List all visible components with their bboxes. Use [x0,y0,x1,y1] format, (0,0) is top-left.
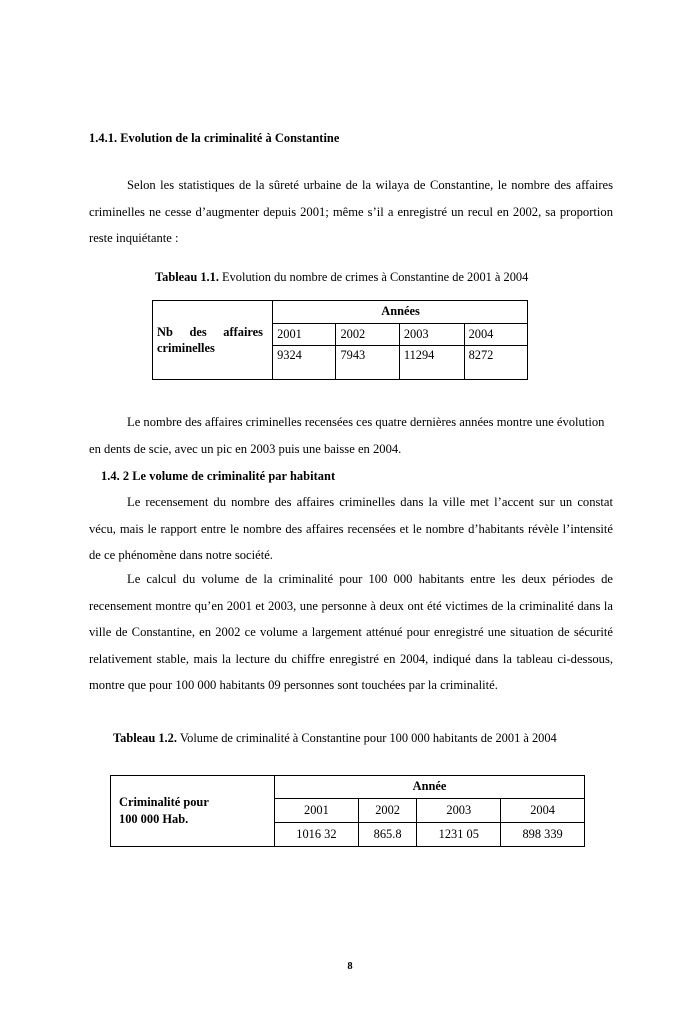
table-crimes-group-header: Années [273,301,528,324]
table-crimes-year-2001: 2001 [273,324,336,346]
table-volume-year-2002: 2002 [358,799,417,823]
paragraph-intro-text: Selon les statistiques de la sûreté urbaine de la wilaya de Constantine, le nombre des affaires criminelles ne cesse d’augmenter depuis 2001; même s’il a enregistré un recul en 2002, sa proportion reste inquiétante : [89,178,613,245]
table-crimes-value-2001: 9324 [273,346,336,380]
heading-1-4-2 [101,469,335,484]
paragraph-recensement [89,489,613,569]
paragraph-intro [89,172,613,252]
caption-table-1-1-text: Evolution du nombre de crimes à Constantine de 2001 à 2004 [222,270,529,284]
caption-table-1-2 [113,731,613,746]
paragraph-recensement-text: Le recensement du nombre des affaires criminelles dans la ville met l’accent sur un constat vécu, mais le rapport entre le nombre des affaires recensées et le nombre d’habitants révèle l’intensité de ce phénomène dans notre société. [89,495,613,562]
heading-1-4-1-number: 1.4.1. [89,131,118,145]
page-number: 8 [347,961,353,972]
table-crimes-row-label-line1: Nb des affaires [157,325,263,339]
table-volume [110,775,585,847]
heading-1-4-1 [89,131,339,146]
caption-table-1-1-label: Tableau 1.1. [155,270,219,284]
paragraph-after-table-1-1 [89,409,613,463]
table-volume-value-2001: 1016 32 [275,823,359,847]
table-volume-value-2002: 865.8 [358,823,417,847]
table-crimes-year-2003: 2003 [399,324,464,346]
table-volume-row-label-line2: 100 000 Hab. [119,812,189,826]
table-crimes [152,300,528,380]
table-crimes-row-label [153,301,273,380]
table-volume-value-2004: 898 339 [501,823,585,847]
caption-table-1-2-text: Volume de criminalité à Constantine pour 100 000 habitants de 2001 à 2004 [179,731,557,745]
heading-1-4-1-title: Evolution de la criminalité à Constantine [120,131,340,145]
table-volume-year-2003: 2003 [417,799,501,823]
table-volume-year-2001: 2001 [275,799,359,823]
paragraph-calcul-volume [89,566,613,699]
caption-table-1-2-label: Tableau 1.2. [113,731,177,745]
table-volume-year-2004: 2004 [501,799,585,823]
table-crimes-row-label-line2: criminelles [157,340,215,355]
table-volume-group-header: Année [275,776,585,799]
heading-1-4-2-title: Le volume de criminalité par habitant [132,469,336,483]
table-volume-row-label [111,776,275,847]
table-crimes-year-2004: 2004 [464,324,527,346]
table-row [153,301,528,324]
table-row [111,776,585,799]
table-crimes-value-2003: 11294 [399,346,464,380]
table-crimes-value-2002: 7943 [336,346,399,380]
paragraph-calcul-volume-text: Le calcul du volume de la criminalité pour 100 000 habitants entre les deux périodes de recensement montre qu’en 2001 et 2003, une personne à deux ont été victimes de la criminalité dans la ville de Constantine, en 2002 ce volume a largement atténué pour enregistré une situation de sécurité relativement stable, mais la lecture du chiffre enregistré en 2004, indiqué dans la tableau ci-dessous, montre que pour 100 000 habitants 09 personnes sont touchées par la criminalité. [89,572,613,692]
table-volume-value-2003: 1231 05 [417,823,501,847]
table-volume-row-label-line1: Criminalité pour [119,795,209,809]
caption-table-1-1 [155,270,528,285]
paragraph-after-table-1-1-text: Le nombre des affaires criminelles recensées ces quatre dernières années montre une évolution en dents de scie, avec un pic en 2003 puis une baisse en 2004. [89,415,605,456]
heading-1-4-2-number: 1.4. 2 [101,469,130,483]
table-crimes-year-2002: 2002 [336,324,399,346]
table-crimes-value-2004: 8272 [464,346,527,380]
